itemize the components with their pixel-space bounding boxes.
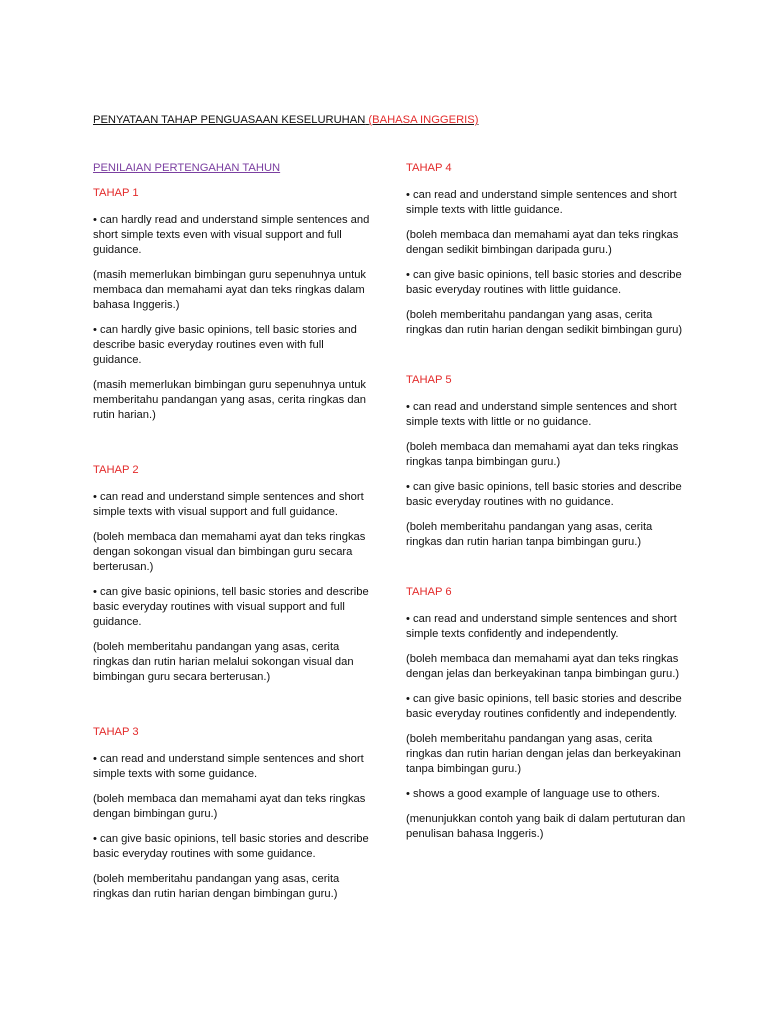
- level-paragraph: (boleh membaca dan memahami ayat dan teks ringkas dengan jelas dan berkeyakinan tanpa bimbingan guru.): [406, 653, 680, 680]
- level-paragraph: • can read and understand simple sentences and short simple texts with some guidance.: [93, 753, 364, 780]
- level-paragraph: • can give basic opinions, tell basic stories and describe basic everyday routines confidently and independently.: [406, 693, 682, 720]
- level-heading: TAHAP 6: [406, 586, 452, 598]
- level-paragraph: (boleh memberitahu pandangan yang asas, cerita ringkas dan rutin harian dengan bimbingan guru.): [93, 873, 340, 900]
- title-highlight: (BAHASA INGGERIS): [368, 114, 479, 126]
- title-main: PENYATAAN TAHAP PENGUASAAN KESELURUHAN: [93, 114, 366, 126]
- level-paragraph: • can hardly give basic opinions, tell basic stories and describe basic everyday routines even with full guidance.: [93, 324, 357, 366]
- level-paragraph: • can give basic opinions, tell basic stories and describe basic everyday routines with some guidance.: [93, 833, 369, 860]
- right-column: [406, 161, 686, 852]
- left-column: [93, 161, 371, 912]
- level-heading: TAHAP 4: [406, 162, 452, 174]
- level-paragraph: • can read and understand simple sentences and short simple texts with little guidance.: [406, 189, 677, 216]
- level-section-4: [406, 161, 686, 338]
- level-paragraph: • can give basic opinions, tell basic stories and describe basic everyday routines with visual support and full guidance.: [93, 586, 369, 628]
- level-heading: TAHAP 1: [93, 187, 139, 199]
- level-section-1: [93, 186, 371, 423]
- level-section-3: [93, 725, 371, 902]
- level-paragraph: (boleh memberitahu pandangan yang asas, cerita ringkas dan rutin harian melalui sokongan visual dan bimbingan guru secara berterusan.): [93, 641, 354, 683]
- level-heading: TAHAP 3: [93, 726, 139, 738]
- level-paragraph: (masih memerlukan bimbingan guru sepenuhnya untuk membaca dan memahami ayat dan teks ringkas dalam bahasa Inggeris.): [93, 269, 367, 311]
- level-paragraph: (menunjukkan contoh yang baik di dalam pertuturan dan penulisan bahasa Inggeris.): [406, 813, 686, 840]
- level-paragraph: (boleh memberitahu pandangan yang asas, cerita ringkas dan rutin harian tanpa bimbingan guru.): [406, 521, 653, 548]
- level-paragraph: • can read and understand simple sentences and short simple texts with visual support and full guidance.: [93, 491, 364, 518]
- subheading: PENILAIAN PERTENGAHAN TAHUN: [93, 162, 281, 174]
- level-paragraph: (boleh membaca dan memahami ayat dan teks ringkas dengan bimbingan guru.): [93, 793, 366, 820]
- level-heading: TAHAP 5: [406, 374, 452, 386]
- level-paragraph: • can give basic opinions, tell basic stories and describe basic everyday routines with little guidance.: [406, 269, 682, 296]
- level-paragraph: (boleh membaca dan memahami ayat dan teks ringkas ringkas tanpa bimbingan guru.): [406, 441, 679, 468]
- level-paragraph: (boleh memberitahu pandangan yang asas, cerita ringkas dan rutin harian dengan sedikit bimbingan guru): [406, 309, 683, 336]
- level-heading: TAHAP 2: [93, 464, 139, 476]
- level-section-2: [93, 463, 371, 685]
- level-section-6: [406, 585, 686, 842]
- level-paragraph: (boleh membaca dan memahami ayat dan teks ringkas dengan sedikit bimbingan daripada guru.): [406, 229, 679, 256]
- level-paragraph: • shows a good example of language use to others.: [406, 788, 660, 800]
- level-paragraph: • can read and understand simple sentences and short simple texts confidently and independently.: [406, 613, 677, 640]
- level-paragraph: (masih memerlukan bimbingan guru sepenuhnya untuk memberitahu pandangan yang asas, cerita ringkas dan rutin harian.): [93, 379, 367, 421]
- level-paragraph: (boleh membaca dan memahami ayat dan teks ringkas dengan sokongan visual dan bimbingan guru secara berterusan.): [93, 531, 366, 573]
- level-paragraph: (boleh memberitahu pandangan yang asas, cerita ringkas dan rutin harian dengan jelas dan berkeyakinan tanpa bimbingan guru.): [406, 733, 681, 775]
- level-section-5: [406, 373, 686, 550]
- level-paragraph: • can read and understand simple sentences and short simple texts with little or no guidance.: [406, 401, 677, 428]
- level-paragraph: • can hardly read and understand simple sentences and short simple texts even with visual support and full guidance.: [93, 214, 370, 256]
- document-title: [93, 113, 693, 128]
- level-paragraph: • can give basic opinions, tell basic stories and describe basic everyday routines with no guidance.: [406, 481, 682, 508]
